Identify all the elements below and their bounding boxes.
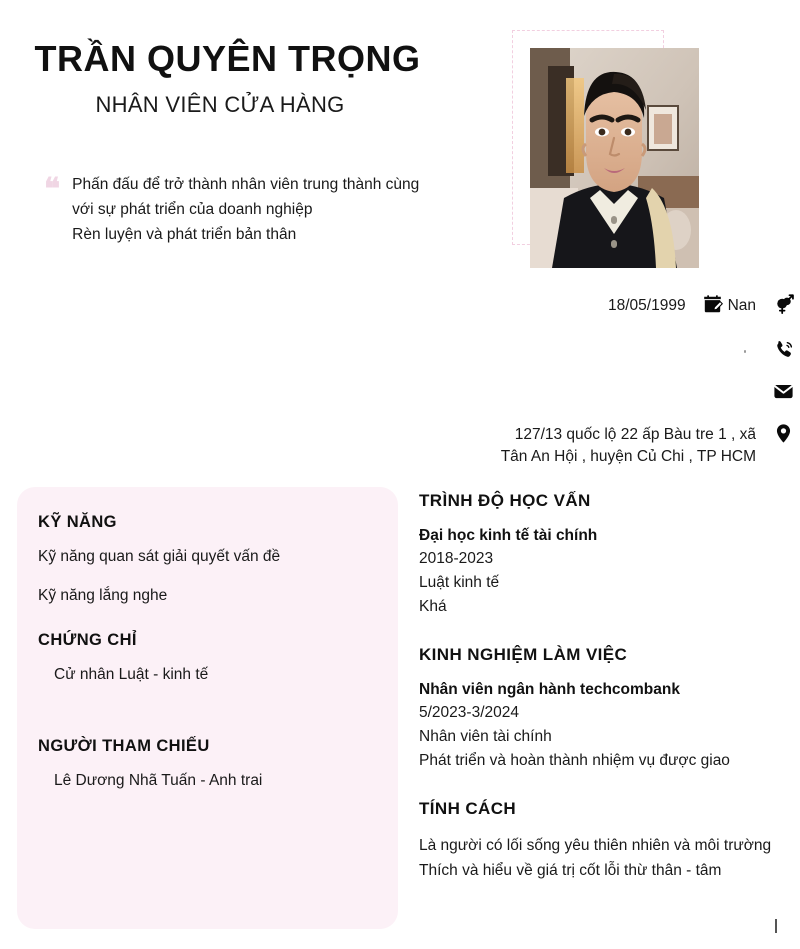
page-title: TRẦN QUYÊN TRỌNG [34, 38, 421, 79]
quote-line-3: Rèn luyện và phát triển bản thân [72, 226, 297, 243]
section-heading-experience: KINH NGHIỆM LÀM VIỆC [419, 645, 628, 664]
education-school: Đại học kinh tế tài chính [419, 527, 598, 544]
experience-period: 5/2023-3/2024 [419, 704, 519, 721]
education-grade: Khá [419, 598, 447, 615]
experience-position: Nhân viên tài chính [419, 728, 552, 745]
text-caret [775, 919, 777, 933]
experience-detail: Phát triển và hoàn thành nhiệm vụ được giao [419, 752, 730, 769]
sidebar-item-certificate: Cử nhân Luật - kinh tế [54, 666, 209, 683]
personality-line-1: Là người có lối sống yêu thiên nhiên và môi trường [419, 837, 772, 854]
dob-value: 18/05/1999 [607, 297, 686, 314]
faint-artifact [744, 350, 746, 353]
contact-block [430, 294, 798, 476]
address-line-1: 127/13 quốc lộ 22 ấp Bàu tre 1 , xã [514, 426, 756, 443]
spacer [419, 773, 781, 799]
contact-row-dob [430, 294, 798, 338]
experience-company: Nhân viên ngân hành techcombank [419, 681, 680, 698]
gender-value: Nan [727, 297, 756, 314]
sidebar-heading-certificates: CHỨNG CHỈ [38, 631, 137, 649]
venus-mars-icon [768, 294, 798, 318]
location-pin-icon [768, 423, 798, 447]
avatar [530, 48, 699, 268]
sidebar-item-skill: Kỹ năng quan sát giải quyết vấn đề [38, 548, 281, 565]
sidebar-heading-references: NGƯỜI THAM CHIẾU [38, 737, 210, 755]
calendar-edit-icon [698, 294, 728, 318]
sidebar-item-reference: Lê Dương Nhã Tuấn - Anh trai [54, 772, 263, 789]
section-heading-personality: TÍNH CÁCH [419, 799, 517, 818]
sidebar-heading-skills: KỸ NĂNG [38, 513, 117, 531]
main-content [419, 491, 781, 883]
phone-icon [768, 339, 798, 363]
sidebar-panel [17, 487, 398, 929]
contact-row-address [430, 423, 798, 475]
education-years: 2018-2023 [419, 550, 494, 567]
spacer [38, 703, 374, 737]
spacer [38, 624, 374, 631]
contact-row-phone [430, 339, 798, 380]
address-value [501, 423, 756, 468]
sidebar-content [17, 487, 398, 792]
contact-row-email [430, 381, 798, 422]
quote-text [72, 172, 419, 247]
quote-line-1: Phấn đấu để trở thành nhân viên trung thành cùng [72, 176, 420, 193]
section-heading-education: TRÌNH ĐỘ HỌC VẤN [419, 491, 591, 510]
sidebar-item-skill: Kỹ năng lắng nghe [38, 587, 168, 604]
personality-line-2: Thích và hiểu về giá trị cốt lỗi thừ thân - tâm [419, 862, 722, 879]
portrait-illustration [530, 48, 699, 268]
address-line-2: Tân An Hội , huyện Củ Chi , TP HCM [500, 448, 756, 465]
spacer [419, 619, 781, 645]
job-title: NHÂN VIÊN CỬA HÀNG [95, 92, 345, 117]
education-major: Luật kinh tế [419, 574, 500, 591]
quote-block [44, 172, 474, 247]
quote-line-2: với sự phát triển của doanh nghiệp [72, 201, 313, 218]
envelope-icon [768, 381, 798, 405]
quote-mark-icon: ❝ [44, 173, 61, 206]
